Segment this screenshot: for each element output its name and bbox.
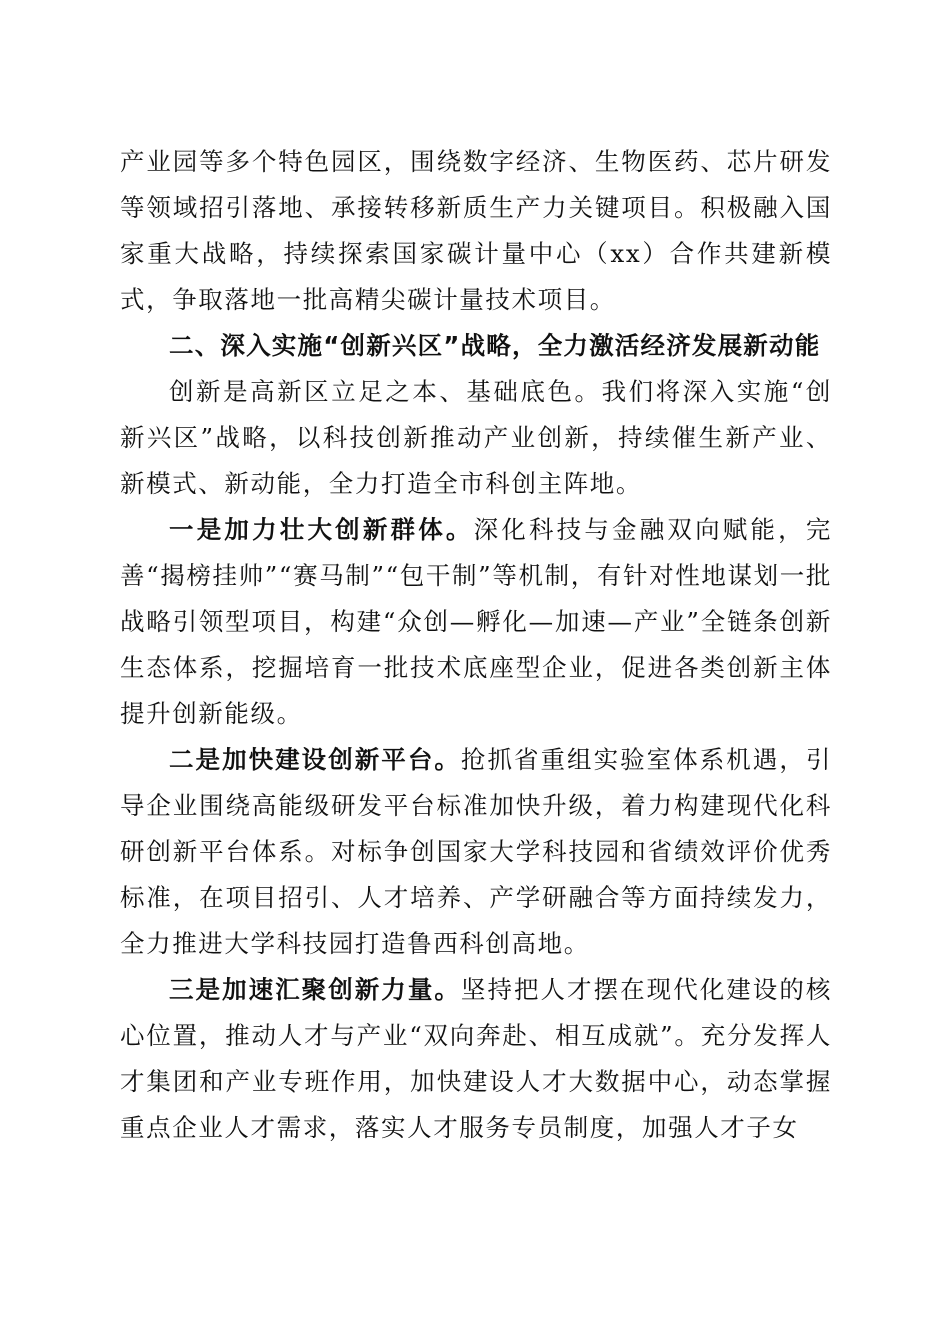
paragraph-text: 深化科技与金融双向赋能，完善“揭榜挂帅”“赛马制”“包干制”等机制，有针对性地谋划一批战略引领型项目，构建“众创—孵化—加速—产业”全链条创新生态体系，挖掘培育一批技术底座型企业，促进各类创新主体提升创新能级。 xyxy=(120,515,832,728)
paragraph-text: 创新是高新区立足之本、基础底色。我们将深入实施“创新兴区”战略，以科技创新推动产业创新，持续催生新产业、新模式、新动能，全力打造全市科创主阵地。 xyxy=(120,377,832,498)
paragraph-text: 坚持把人才摆在现代化建设的核心位置，推动人才与产业“双向奔赴、相互成就”。充分发挥人才集团和产业专班作用，加快建设人才大数据中心，动态掌握重点企业人才需求，落实人才服务专员制度，加强人才子女 xyxy=(120,975,832,1142)
paragraph-point-one xyxy=(120,507,832,737)
paragraph-lead: 一是加力壮大创新群体。 xyxy=(169,515,474,544)
paragraph-lead: 二是加快建设创新平台。 xyxy=(169,745,461,774)
paragraph-point-two xyxy=(120,737,832,967)
section-heading xyxy=(120,323,832,369)
paragraph-text: 抢抓省重组实验室体系机遇，引导企业围绕高能级研发平台标准加快升级，着力构建现代化科研创新平台体系。对标争创国家大学科技园和省绩效评价优秀标准，在项目招引、人才培养、产学研融合等方面持续发力，全力推进大学科技园打造鲁西科创高地。 xyxy=(120,745,832,958)
paragraph-lead: 三是加速汇聚创新力量。 xyxy=(169,975,461,1004)
paragraph-text: 产业园等多个特色园区，围绕数字经济、生物医药、芯片研发等领域招引落地、承接转移新质生产力关键项目。积极融入国家重大战略，持续探索国家碳计量中心（xx）合作共建新模式，争取落地一批高精尖碳计量技术项目。 xyxy=(120,147,832,314)
paragraph-continuation xyxy=(120,139,832,323)
document-body xyxy=(120,139,832,1151)
paragraph-point-three xyxy=(120,967,832,1151)
paragraph-intro xyxy=(120,369,832,507)
section-heading-text: 二、深入实施“创新兴区”战略，全力激活经济发展新动能 xyxy=(169,331,821,360)
